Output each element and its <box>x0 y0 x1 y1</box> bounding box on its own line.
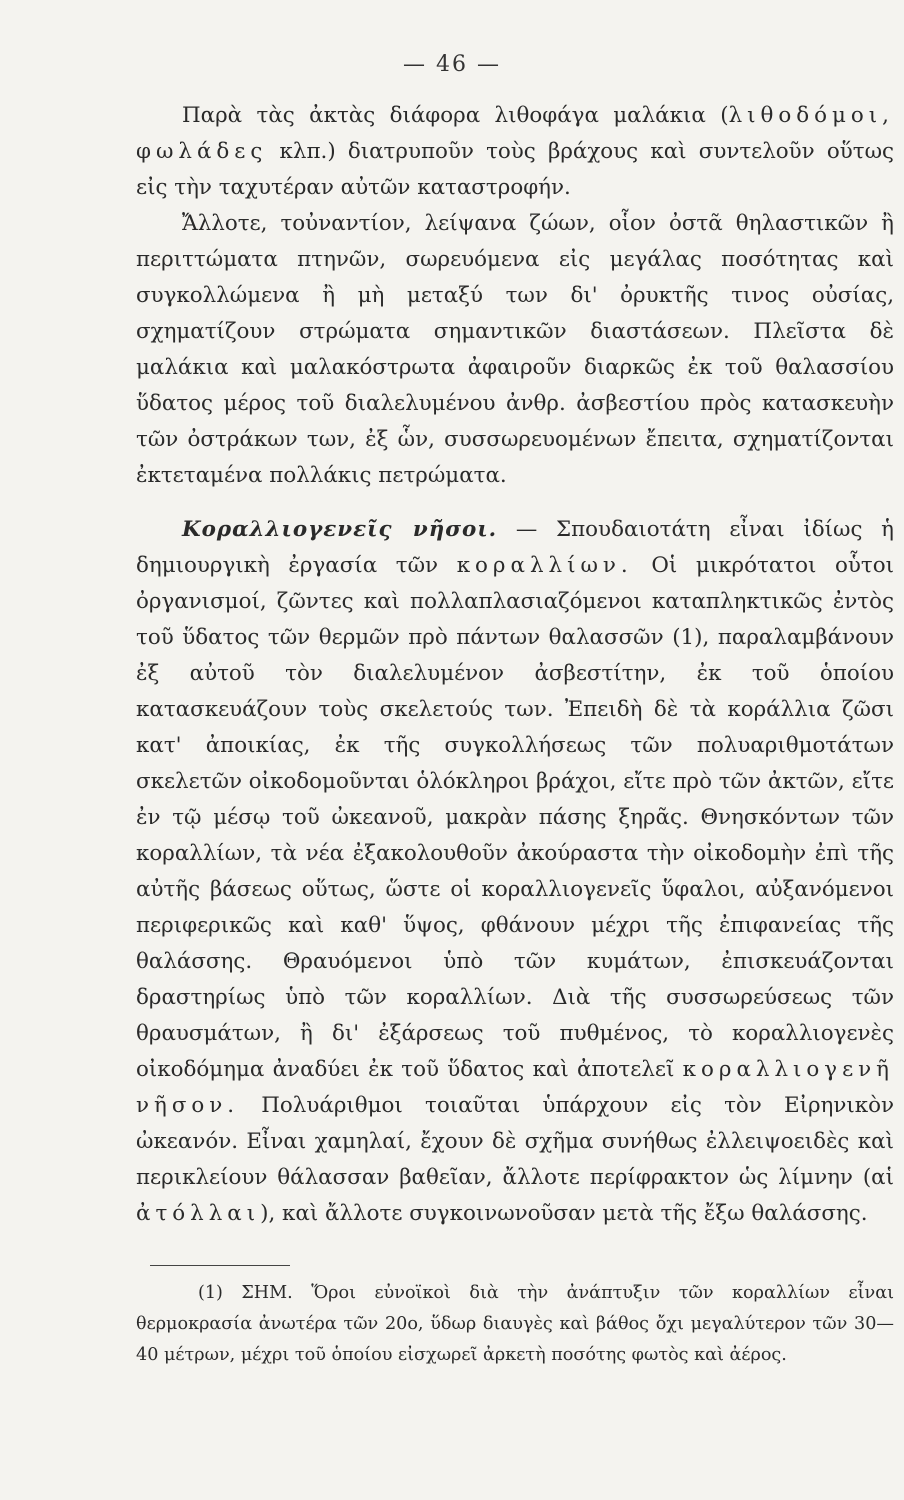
term-atolls: ἀτόλλαι <box>136 1201 261 1226</box>
footnote <box>136 1278 894 1371</box>
footnote-divider <box>150 1265 290 1266</box>
term-coral-island: κοραλλιογενῆ νῆσον. <box>136 1057 894 1118</box>
section-text-part4: ), καὶ ἄλλοτε συγκοινωνοῦσαν μετὰ τῆς ἔξω θαλάσσης. <box>260 1201 868 1226</box>
section-text-part1: Σπουδαιοτάτη εἶναι ἰδίως ἡ δημιουργικὴ ἐργασία τῶν <box>136 517 894 578</box>
section-text-part2: Οἱ μικρότατοι οὗτοι ὀργανισμοί, ζῶντες καὶ πολλαπλασιαζόμενοι καταπληκτικῶς ἐντὸς τοῦ ὕδατος τῶν θερμῶν πρὸ πάντων θαλασσῶν (1), παραλαμβάνουν ἐξ αὐτοῦ τὸν διαλελυμένον ἀσβεστίτην, ἐκ τοῦ ὁποίου κατασκευάζουν τοὺς σκελετούς των. Ἐπειδὴ δὲ τὰ κοράλλια ζῶσι κατ' ἀποικίας, ἐκ τῆς συγκολλήσεως τῶν πολυαριθμοτάτων σκελετῶν οἰκοδομοῦνται ὁλόκληροι βράχοι, εἴτε πρὸ τῶν ἀκτῶν, εἴτε ἐν τῷ μέσῳ τοῦ ὠκεανοῦ, μακρὰν πάσης ξηρᾶς. Θνησκόντων τῶν κοραλλίων, τὰ νέα ἐξακολουθοῦν ἀκούραστα τὴν οἰκοδομὴν ἐπὶ τῆς αὐτῆς βάσεως οὕτως, ὥστε οἱ κοραλλιογενεῖς ὕφαλοι, αὐξανόμενοι περιφερικῶς καὶ καθ' ὕψος, φθάνουν μέχρι τῆς ἐπιφανείας τῆς θαλάσσης. Θραυόμενοι ὑπὸ τῶν κυμάτων, ἐπισκευάζονται δραστηρίως ὑπὸ τῶν κοραλλίων. Διὰ τῆς συσσωρεύσεως τῶν θραυσμάτων, ἢ δι' ἐξάρσεως τοῦ πυθμένος, τὸ κοραλλιογενὲς οἰκοδόμημα ἀναδύει ἐκ τοῦ ὕδατος καὶ ἀποτελεῖ <box>136 553 894 1082</box>
section-heading: Κοραλλιογενεῖς νῆσοι. <box>182 517 498 542</box>
paragraph-coral-islands <box>136 512 894 1232</box>
paragraph-outro: κλπ.) διατρυποῦν τοὺς βράχους καὶ συντελοῦν οὕτως εἰς τὴν ταχυτέραν αὐτῶν καταστροφήν. <box>136 139 894 200</box>
opening-paragraphs <box>136 98 894 494</box>
footnote-text: (1) ΣΗΜ. Ὅροι εὐνοϊκοὶ διὰ τὴν ἀνάπτυξιν τῶν κοραλλίων εἶναι θερμοκρασία ἀνωτέρα τῶν 20ο, ὕδωρ διαυγὲς καὶ βάθος ὄχι μεγαλύτερον τῶν 30—40 μέτρων, μέχρι τοῦ ὁποίου εἰσχωρεῖ ἀρκετὴ ποσότης φωτὸς καὶ ἀέρος. <box>136 1283 894 1365</box>
paragraph-boring-molluscs <box>136 98 894 206</box>
heading-dash: — <box>497 517 556 542</box>
paragraph-animal-remains: Ἄλλοτε, τοὐναντίον, λείψανα ζώων, οἷον ὀστᾶ θηλαστικῶν ἢ περιττώματα πτηνῶν, σωρευόμενα εἰς μεγάλας ποσότητας καὶ συγκολλώμενα ἢ μὴ μεταξύ των δι' ὀρυκτῆς τινος οὐσίας, σχηματίζουν στρώματα σημαντικῶν διαστάσεων. Πλεῖστα δὲ μαλάκια καὶ μαλακόστρωτα ἀφαιροῦν διαρκῶς ἐκ τοῦ θαλασσίου ὕδατος μέρος τοῦ διαλελυμένου ἀνθρ. ἀσβεστίου πρὸς κατασκευὴν τῶν ὀστράκων των, ἐξ ὧν, συσσωρευομένων ἔπειτα, σχηματίζονται ἐκτεταμένα πολλάκις πετρώματα. <box>136 211 894 488</box>
term-lithodomoi-pholades: λιθοδόμοι, φωλάδες <box>136 103 894 164</box>
coral-islands-section <box>136 512 894 1232</box>
term-corals: κοραλλίων. <box>456 553 633 578</box>
section-text-part3: Πολυάριθμοι τοιαῦται ὑπάρχουν εἰς τὸν Εἰρηνικὸν ὠκεανόν. Εἶναι χαμηλαί, ἔχουν δὲ σχῆμα συνήθως ἐλλειψοειδὲς καὶ περικλείουν θάλασσαν βαθεῖαν, ἄλλοτε περίφρακτον ὡς λίμνην (αἱ <box>136 1093 894 1190</box>
page-number: — 46 — <box>403 52 501 77</box>
paragraph-intro: Παρὰ τὰς ἀκτὰς διάφορα λιθοφάγα μαλάκια ( <box>182 103 729 128</box>
